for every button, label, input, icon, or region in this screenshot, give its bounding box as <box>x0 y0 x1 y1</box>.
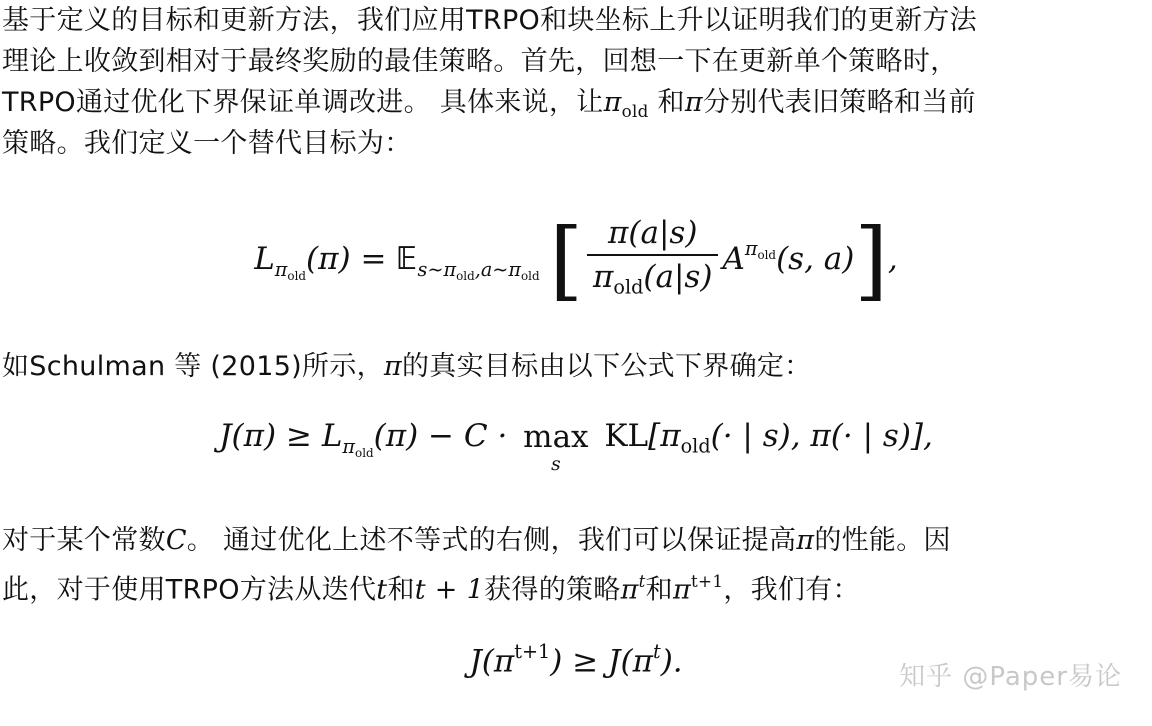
math-sub-old: old <box>287 268 307 283</box>
text-line <box>2 41 1148 82</box>
math-pi: π <box>593 259 614 295</box>
math-sup: t <box>638 571 646 591</box>
math-sub-old: old <box>621 100 649 121</box>
text: ，我们有： <box>723 574 860 606</box>
paragraph-intro <box>2 0 1148 164</box>
math-pi: π <box>383 351 402 382</box>
math-t: t <box>376 574 388 606</box>
math-pi: π <box>744 237 758 261</box>
text-line <box>2 561 1148 606</box>
math-sub-old: old <box>456 268 475 283</box>
text: 理论上收敛到相对于最终奖励的最佳策略。首先，回想一下在更新单个策略时， <box>2 46 958 77</box>
text: 此，对于使用TRPO方法从迭代 <box>2 574 377 606</box>
math-sub-old: old <box>355 445 374 460</box>
math-sup: t+1 <box>691 571 724 591</box>
text: TRPO通过优化下界保证单调改进。 具体来说，让 <box>2 87 604 118</box>
text: 和 <box>387 574 415 606</box>
max-operator <box>523 418 588 474</box>
max-label: max <box>523 419 589 455</box>
math-part: ) ≥ J(π <box>550 643 653 680</box>
math-sup: t+1 <box>514 640 551 663</box>
text: 对于某个常数 <box>2 525 166 556</box>
expectation-symbol: 𝔼 <box>396 240 418 277</box>
math-pi: π <box>603 87 622 118</box>
math-sub-old: old <box>757 248 777 263</box>
math-arg: (a|s) <box>643 259 713 295</box>
text: 获得的策略 <box>484 574 621 606</box>
text: 的真实目标由以下公式下界确定： <box>401 351 812 382</box>
equation-lower-bound <box>0 418 1152 488</box>
math-pi: π <box>620 574 639 606</box>
paragraph-constant <box>2 520 1148 606</box>
math-sub-old: old <box>613 275 644 299</box>
text-line <box>2 123 1148 164</box>
text-line <box>2 0 1148 41</box>
paragraph-schulman <box>2 346 1148 387</box>
math-t-plus-1: t + 1 <box>414 574 485 606</box>
math-L: L <box>321 418 343 454</box>
math-sub: s∼π <box>417 257 457 281</box>
math-part: ). <box>660 643 683 680</box>
equation-surrogate-objective <box>0 212 1152 312</box>
left-bracket: [ <box>549 210 584 311</box>
math-part: J(π <box>469 643 515 680</box>
right-bracket: ] <box>854 210 888 311</box>
text: 如Schulman 等 (2015)所示， <box>2 351 384 382</box>
math-C: C <box>165 525 187 556</box>
max-subscript: s <box>551 454 561 475</box>
math-left: J(π) ≥ <box>219 418 322 454</box>
text: 。 通过优化上述不等式的右侧，我们可以保证提高 <box>186 525 797 556</box>
math-sub-old: old <box>521 268 540 283</box>
math-sub: ,a∼π <box>474 257 521 281</box>
math-pi: π <box>342 434 356 458</box>
fraction-denominator <box>587 256 718 309</box>
text-line <box>2 520 1148 561</box>
math-mid: (π) − C · <box>373 418 518 454</box>
text-line <box>2 346 1148 387</box>
zhihu-watermark: 知乎 @Paper易论 <box>899 662 1122 692</box>
text: 的性能。因 <box>814 525 951 556</box>
math-pi: π <box>684 87 703 118</box>
math-pi: π <box>796 525 815 556</box>
text-line <box>2 82 1148 123</box>
text: 策略。我们定义一个替代目标为： <box>2 128 412 159</box>
math-sub-old: old <box>680 434 711 458</box>
text: 分别代表旧策略和当前 <box>702 87 976 118</box>
math-pi: π <box>672 574 692 606</box>
kl-label: KL <box>594 418 649 454</box>
text: 和 <box>645 574 673 606</box>
math-bracket: [π <box>648 418 681 454</box>
math-arg: (π) = <box>306 240 397 277</box>
math-args: (· | s), π(· | s)], <box>710 418 933 454</box>
math-sup: t <box>652 640 661 663</box>
text: 和 <box>648 87 685 118</box>
fraction <box>587 212 718 309</box>
math-arg: (s, a) <box>776 240 855 277</box>
fraction-numerator: π(a|s) <box>587 212 718 256</box>
text: 基于定义的目标和更新方法，我们应用TRPO和块坐标上升以证明我们的更新方法 <box>2 5 977 36</box>
math-L: L <box>254 240 275 277</box>
math-pi: π <box>274 257 288 281</box>
math-comma: , <box>887 240 898 277</box>
math-A: A <box>722 240 745 277</box>
